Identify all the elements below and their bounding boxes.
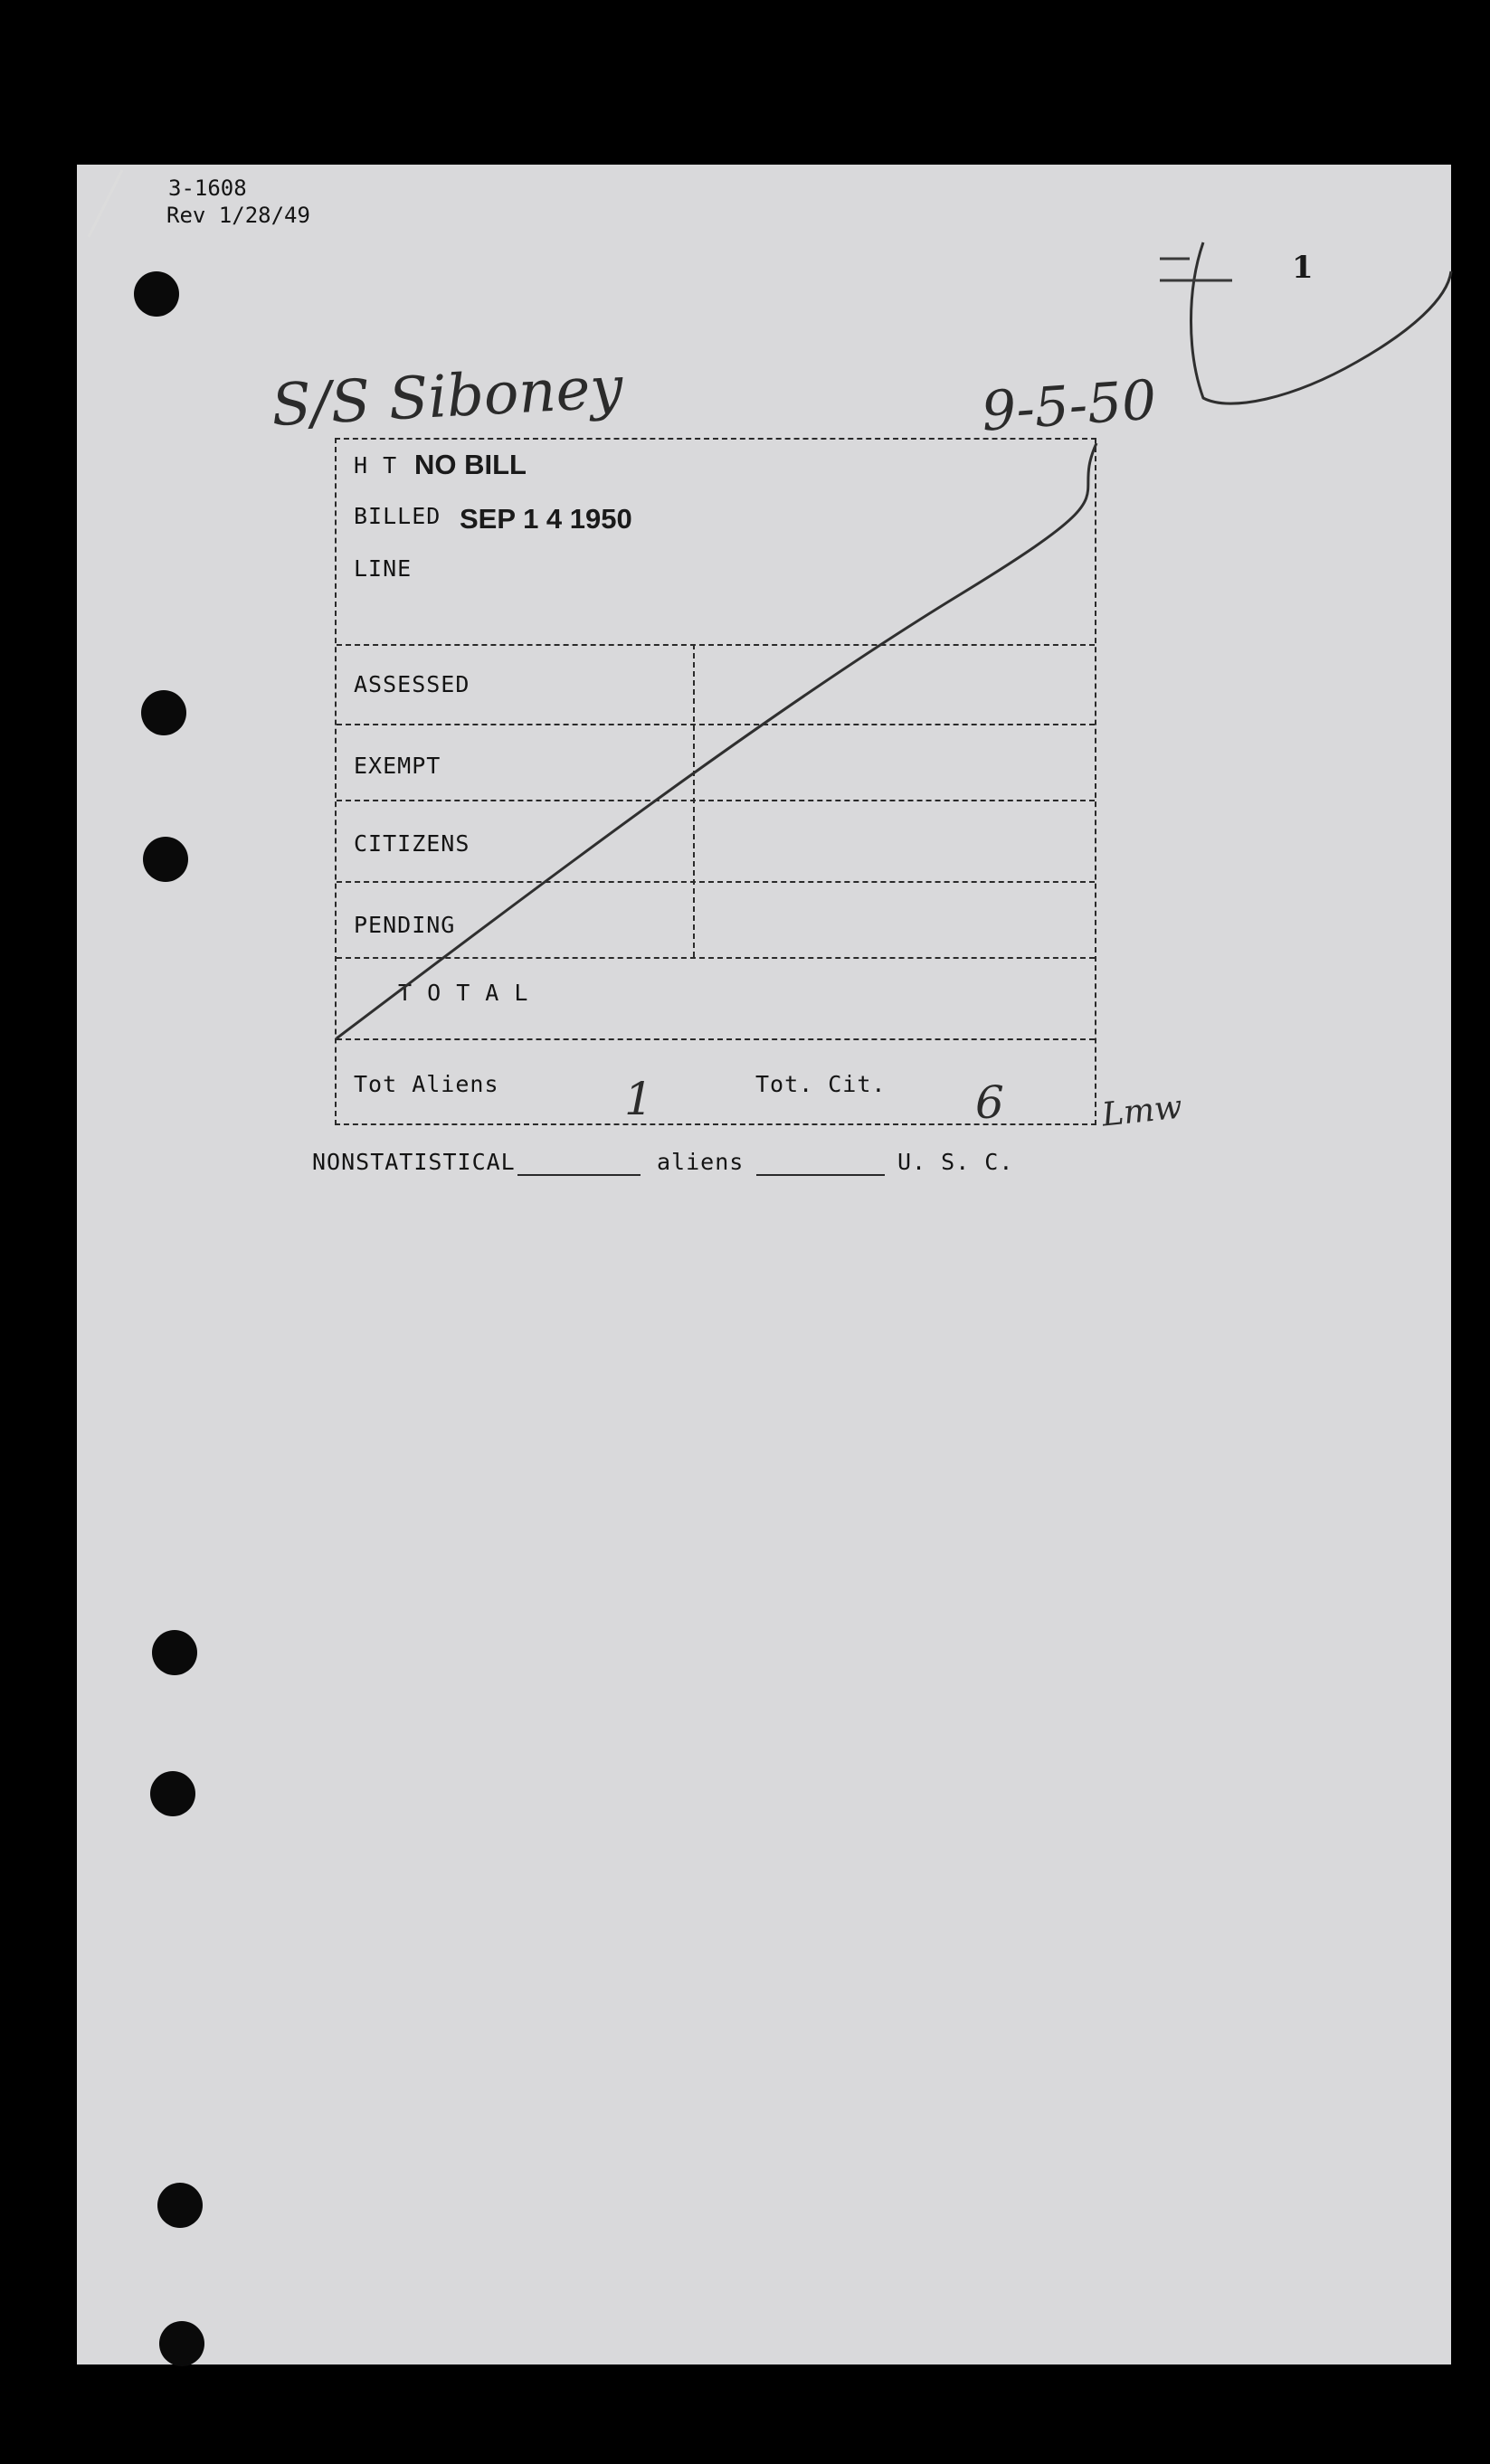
handwritten-date: 9-5-50 — [979, 368, 1159, 444]
no-bill-stamp: NO BILL — [414, 449, 527, 480]
usc-label: U. S. C. — [897, 1149, 1014, 1175]
tot-cit-label: Tot. Cit. — [755, 1071, 887, 1097]
tot-aliens-value: 1 — [624, 1073, 653, 1125]
form-number: 3-1608 — [168, 175, 247, 201]
row-citizens: CITIZENS — [354, 830, 470, 857]
vessel-name: S/S Siboney — [270, 354, 625, 441]
line-label: LINE — [354, 555, 413, 582]
billed-label: BILLED — [354, 503, 441, 529]
row-pending: PENDING — [354, 912, 456, 938]
ht-label: H T — [354, 452, 398, 479]
handwritten-initials: Lmw — [1100, 1088, 1184, 1134]
row-exempt: EXEMPT — [354, 753, 441, 779]
tot-aliens-label: Tot Aliens — [354, 1071, 499, 1097]
nonstatistical-label: NONSTATISTICAL — [312, 1149, 516, 1175]
bracket-stroke — [1191, 242, 1452, 403]
page-number: 1 — [1292, 250, 1314, 286]
tot-cit-value: 6 — [975, 1076, 1004, 1129]
row-assessed: ASSESSED — [354, 671, 470, 697]
billed-date-stamp: SEP 1 4 1950 — [460, 503, 632, 535]
total-label: T O T A L — [398, 980, 529, 1006]
slash-stroke — [89, 170, 122, 237]
diagonal-cancel-stroke — [337, 443, 1096, 1038]
form-revision: Rev 1/28/49 — [166, 203, 310, 228]
aliens-label: aliens — [657, 1149, 745, 1175]
